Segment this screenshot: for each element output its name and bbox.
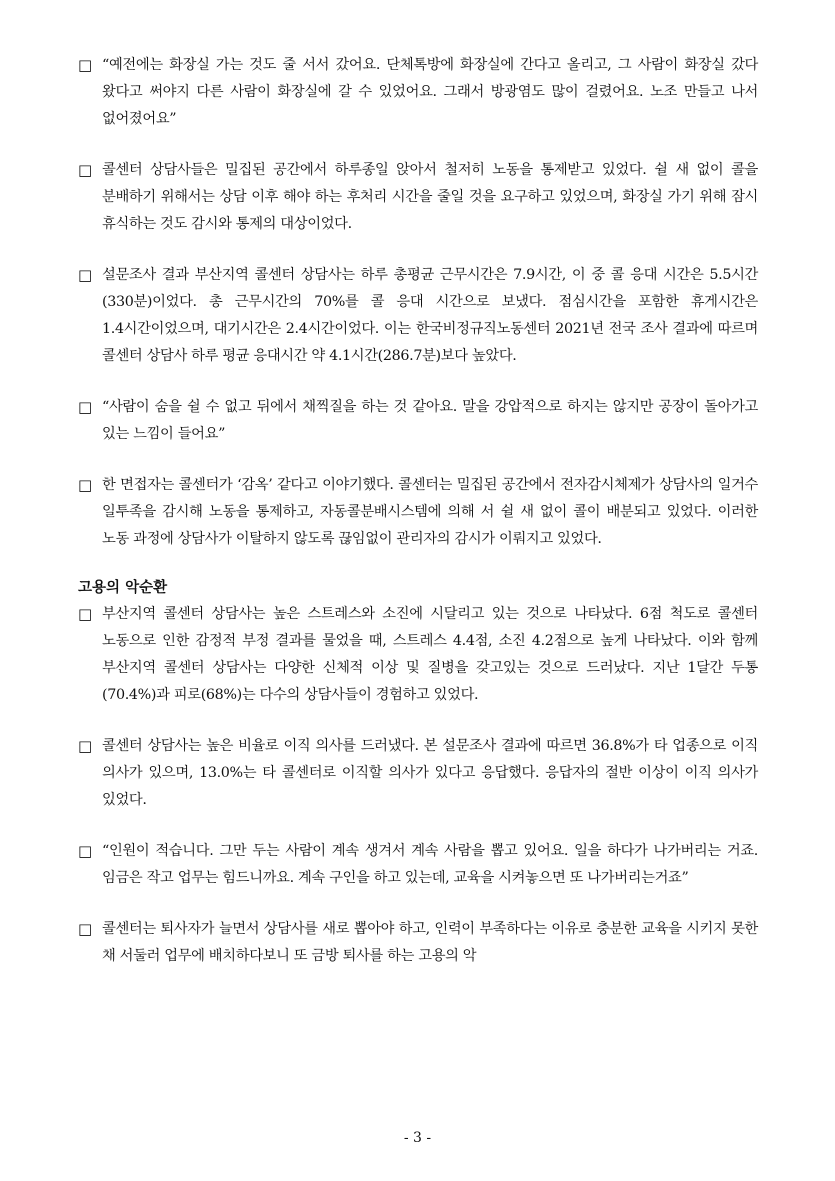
paragraph-text: “예전에는 화장실 가는 것도 줄 서서 갔어요. 단체톡방에 화장실에 간다고 올리고, 그 사람이 화장실 갔다 왔다고 써야지 다른 사람이 화장실에 갈 수 있었어요. 그래서 방광염도 많이 걸렸어요. 노조 만들고 나서 없어졌어요”: [102, 57, 758, 127]
paragraph-text: 한 면접자는 콜센터가 ‘감옥’ 같다고 이야기했다. 콜센터는 밀집된 공간에서 전자감시체제가 상담사의 일거수 일투족을 감시해 노동을 통제하고, 자동콜분배시스템에 의해 서 쉴 새 없이 콜이 배분되고 있었다. 이러한 노동 과정에 상담사가 이탈하지 않도록 끊임없이 관리자의 감시가 이뤄지고 있었다.: [102, 477, 758, 547]
checkbox-bullet-icon: □: [78, 920, 93, 938]
checkbox-bullet-icon: □: [78, 161, 93, 179]
document-page: [78, 52, 758, 970]
checkbox-bullet-icon: □: [78, 56, 93, 74]
paragraph-quote-factory: [78, 394, 758, 448]
checkbox-bullet-icon: □: [78, 398, 93, 416]
paragraph-text: “사람이 숨을 쉴 수 없고 뒤에서 채찍질을 하는 것 같아요. 말을 강압적으로 하지는 않지만 공장이 돌아가고 있는 느낌이 들어요”: [102, 399, 758, 442]
paragraph-text: 설문조사 결과 부산지역 콜센터 상담사는 하루 총평균 근무시간은 7.9시간, 이 중 콜 응대 시간은 5.5시간(330분)이었다. 총 근무시간의 70%를 콜 응대 시간으로 보냈다. 점심시간을 포함한 휴게시간은 1.4시간이었으며, 대기시간은 2.4시간이었다. 이는 한국비정규직노동센터 2021년 전국 조사 결과에 따르며 콜센터 상담사 하루 평균 응대시간 약 4.1시간(286.7분)보다 높았다.: [102, 267, 758, 364]
checkbox-bullet-icon: □: [78, 605, 93, 623]
checkbox-bullet-icon: □: [78, 842, 93, 860]
paragraph-quote-staffing: [78, 838, 758, 892]
paragraph-text: 콜센터 상담사는 높은 비율로 이직 의사를 드러냈다. 본 설문조사 결과에 따르면 36.8%가 타 업종으로 이직 의사가 있으며, 13.0%는 타 콜센터로 이직할 의사가 있다고 응답했다. 응답자의 절반 이상이 이직 의사가 있었다.: [102, 738, 758, 808]
paragraph-text: 콜센터 상담사들은 밀집된 공간에서 하루종일 앉아서 철저히 노동을 통제받고 있었다. 쉴 새 없이 콜을 분배하기 위해서는 상담 이후 해야 하는 후처리 시간을 줄일 것을 요구하고 있었으며, 화장실 가기 위해 잠시 휴식하는 것도 감시와 통제의 대상이었다.: [102, 162, 758, 232]
section-heading: 고용의 악순환: [78, 580, 168, 596]
checkbox-bullet-icon: □: [78, 476, 93, 494]
paragraph-text: 콜센터는 퇴사자가 늘면서 상담사를 새로 뽑아야 하고, 인력이 부족하다는 이유로 충분한 교육을 시키지 못한 채 서둘러 업무에 배치하다보니 또 금방 퇴사를 하는 고용의 악: [102, 921, 758, 964]
paragraph-turnover-intent: [78, 733, 758, 814]
paragraph-vicious-cycle: [78, 916, 758, 970]
page-number: - 3 -: [403, 1130, 432, 1146]
paragraph-quote-restroom: [78, 52, 758, 133]
paragraph-stress: [78, 601, 758, 709]
checkbox-bullet-icon: □: [78, 266, 93, 284]
paragraph-survey-hours: [78, 262, 758, 370]
paragraph-labor-control: [78, 157, 758, 238]
checkbox-bullet-icon: □: [78, 737, 93, 755]
paragraph-prison: [78, 472, 758, 553]
paragraph-text: 부산지역 콜센터 상담사는 높은 스트레스와 소진에 시달리고 있는 것으로 나타났다. 6점 척도로 콜센터 노동으로 인한 감정적 부정 결과를 물었을 때, 스트레스 4.4점, 소진 4.2점으로 높게 나타났다. 이와 함께 부산지역 콜센터 상담사는 다양한 신체적 이상 및 질병을 갖고있는 것으로 드러났다. 지난 1달간 두통(70.4%)과 피로(68%)는 다수의 상담사들이 경험하고 있었다.: [102, 606, 758, 703]
paragraph-text: “인원이 적습니다. 그만 두는 사람이 계속 생겨서 계속 사람을 뽑고 있어요. 일을 하다가 나가버리는 거죠. 임금은 작고 업무는 힘드니까요. 계속 구인을 하고 있는데, 교육을 시켜놓으면 또 나가버리는거죠”: [102, 843, 758, 886]
